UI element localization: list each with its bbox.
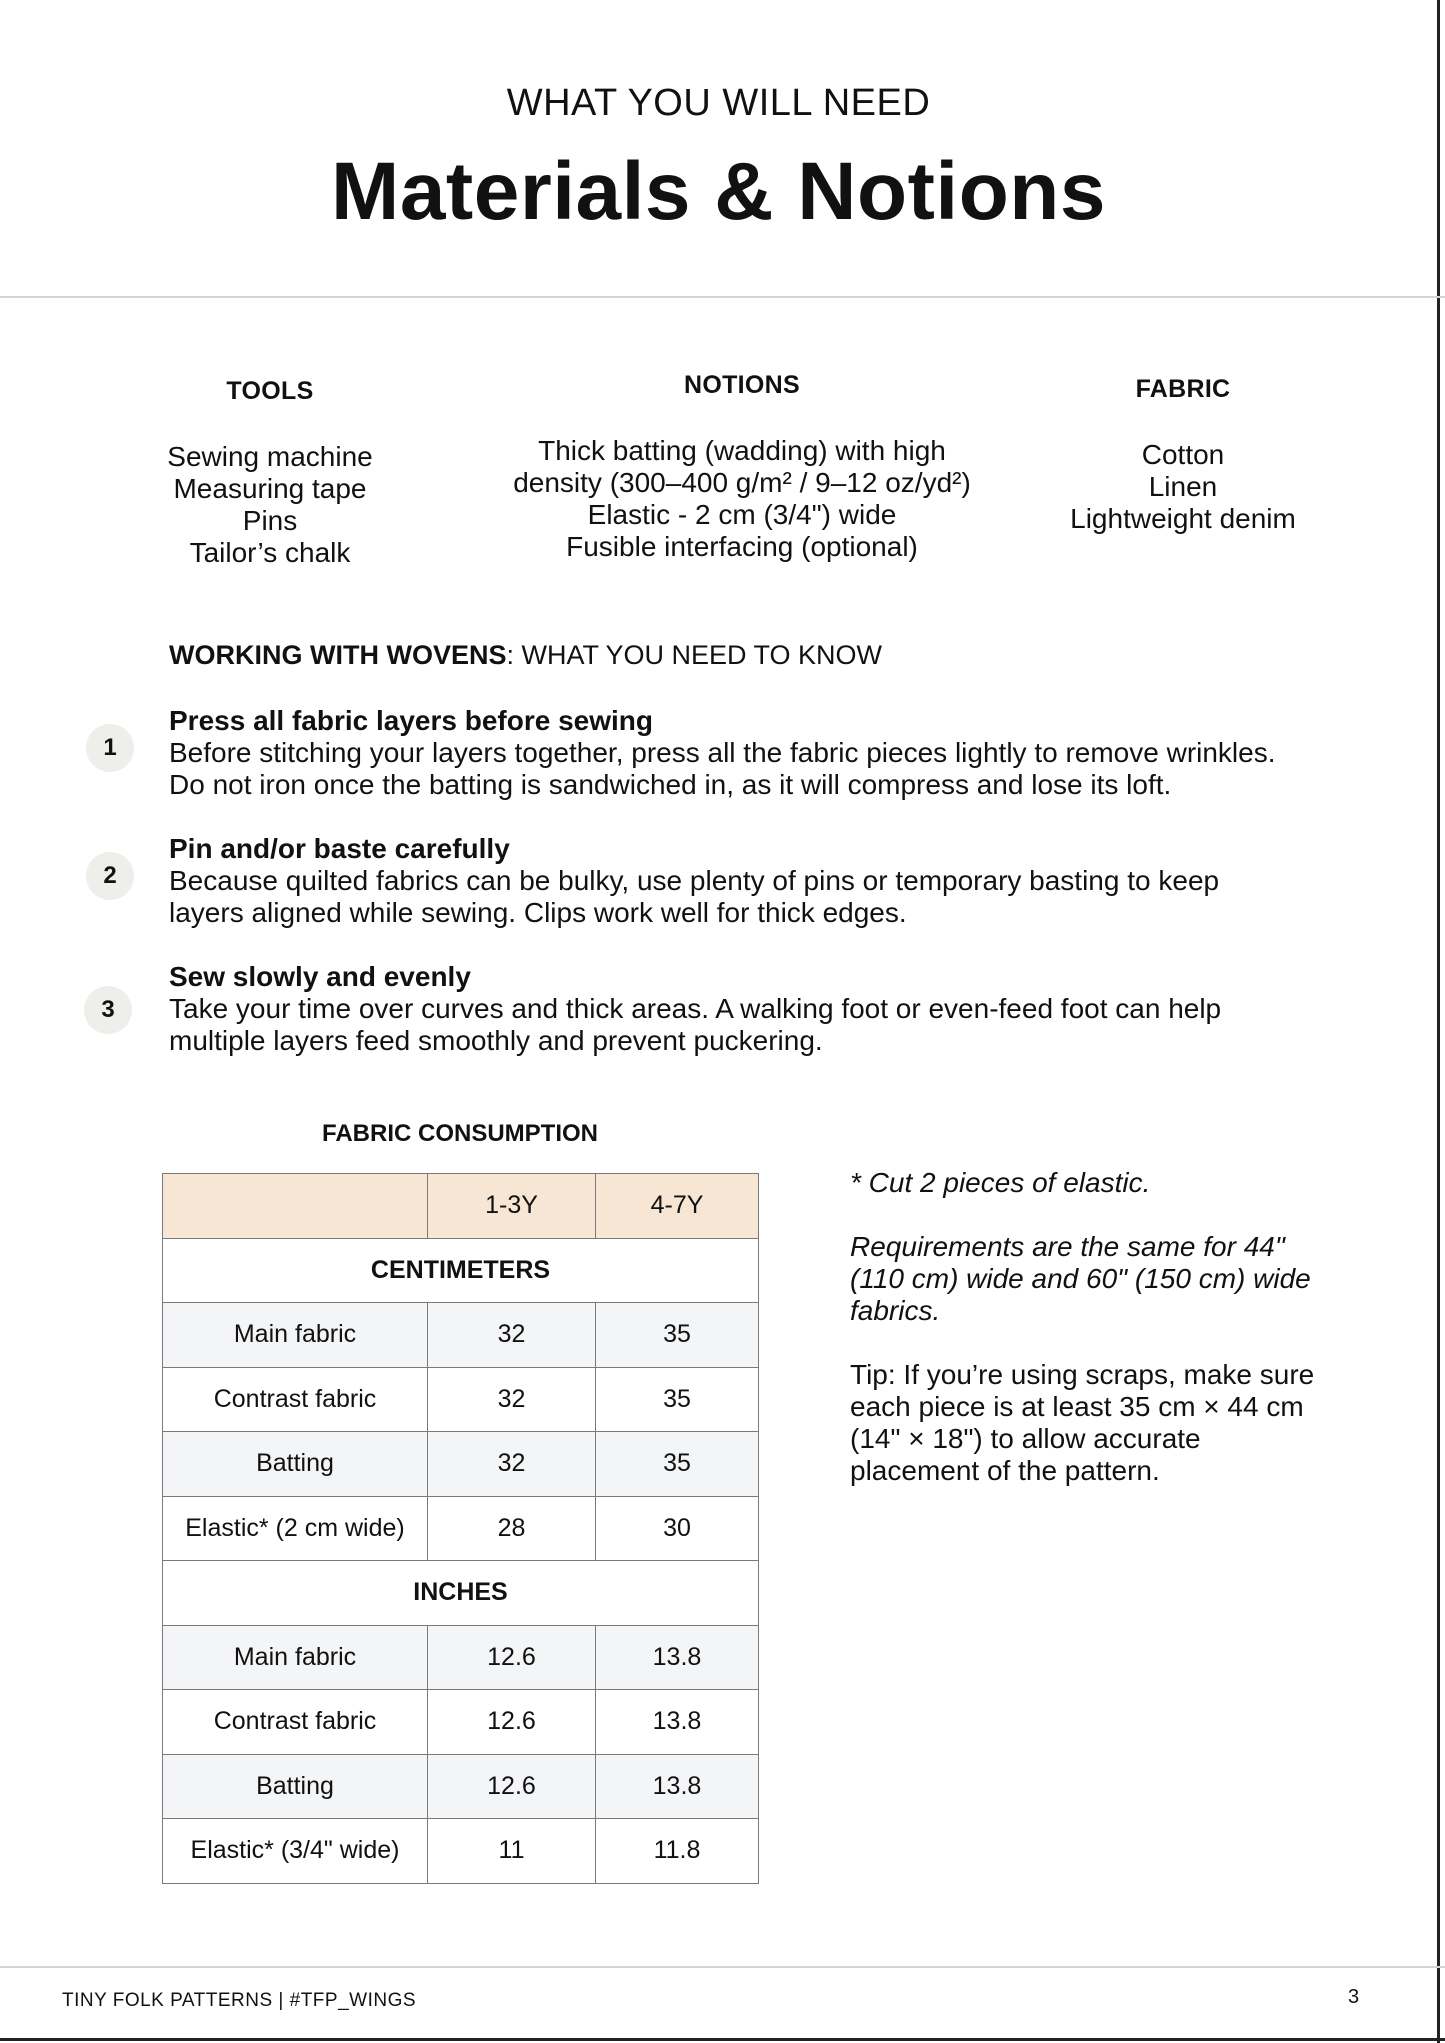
step-text: Before stitching your layers together, press all the fabric pieces lightly to remove wrinkles. bbox=[169, 737, 1276, 768]
tools-item: Tailor’s chalk bbox=[189, 537, 351, 568]
table-row bbox=[163, 1690, 759, 1755]
tools-item: Measuring tape bbox=[173, 473, 367, 504]
table-cell: 12.6 bbox=[428, 1754, 596, 1819]
table-cell: Contrast fabric bbox=[163, 1367, 428, 1432]
table-header-cell: 1-3Y bbox=[428, 1174, 596, 1239]
section-label-inches: INCHES bbox=[163, 1561, 759, 1626]
note-tip bbox=[850, 1359, 1370, 1487]
table-cell: 28 bbox=[428, 1496, 596, 1561]
step-item bbox=[169, 833, 1379, 929]
step-text: layers aligned while sewing. Clips work well for thick edges. bbox=[169, 897, 907, 928]
note-line: Tip: If you’re using scraps, make sure bbox=[850, 1359, 1315, 1390]
tools-item: Pins bbox=[242, 505, 298, 536]
step-text: Do not iron once the batting is sandwiched in, as it will compress and lose its loft. bbox=[169, 769, 1172, 800]
note-line: Requirements are the same for 44" bbox=[850, 1231, 1285, 1262]
table-cell: 13.8 bbox=[596, 1625, 759, 1690]
note-cut-elastic: * Cut 2 pieces of elastic. bbox=[850, 1167, 1151, 1198]
fabric-item: Cotton bbox=[1141, 439, 1225, 470]
table-header-row bbox=[163, 1174, 759, 1239]
notions-heading: NOTIONS bbox=[684, 371, 800, 399]
page-number: 3 bbox=[1348, 1986, 1360, 2008]
wovens-heading-bold: WORKING WITH WOVENS bbox=[169, 640, 507, 670]
table-row bbox=[163, 1625, 759, 1690]
step-text: Because quilted fabrics can be bulky, use plenty of pins or temporary basting to keep bbox=[169, 865, 1220, 896]
table-cell: Batting bbox=[163, 1754, 428, 1819]
wovens-heading bbox=[169, 640, 882, 671]
notions-column bbox=[462, 369, 1022, 563]
notions-item: Fusible interfacing (optional) bbox=[566, 531, 918, 562]
table-cell: 32 bbox=[428, 1367, 596, 1432]
header-divider bbox=[0, 296, 1445, 298]
section-label-centimeters: CENTIMETERS bbox=[163, 1238, 759, 1303]
table-cell: 32 bbox=[428, 1303, 596, 1368]
step-text: multiple layers feed smoothly and prevent puckering. bbox=[169, 1025, 823, 1056]
tools-column bbox=[120, 375, 420, 569]
step-number-badge: 3 bbox=[84, 986, 132, 1034]
step-item bbox=[169, 961, 1379, 1057]
table-cell: 35 bbox=[596, 1367, 759, 1432]
step-title: Press all fabric layers before sewing bbox=[169, 705, 654, 736]
table-cell: 11 bbox=[428, 1819, 596, 1884]
step-title: Pin and/or baste carefully bbox=[169, 833, 510, 864]
table-cell: 35 bbox=[596, 1432, 759, 1497]
table-row bbox=[163, 1754, 759, 1819]
note-requirements bbox=[850, 1231, 1370, 1327]
note-line: placement of the pattern. bbox=[850, 1455, 1160, 1486]
fabric-item: Linen bbox=[1148, 471, 1218, 502]
table-row bbox=[163, 1303, 759, 1368]
consumption-table bbox=[162, 1173, 759, 1884]
notions-item: Thick batting (wadding) with high bbox=[538, 435, 946, 466]
table-cell: Main fabric bbox=[163, 1625, 428, 1690]
table-cell: 35 bbox=[596, 1303, 759, 1368]
table-cell: 11.8 bbox=[596, 1819, 759, 1884]
note-line: each piece is at least 35 cm × 44 cm bbox=[850, 1391, 1304, 1422]
table-cell: Main fabric bbox=[163, 1303, 428, 1368]
table-row bbox=[163, 1367, 759, 1432]
table-cell: 13.8 bbox=[596, 1754, 759, 1819]
table-cell: Elastic* (2 cm wide) bbox=[163, 1496, 428, 1561]
table-section-row bbox=[163, 1561, 759, 1626]
table-cell: Batting bbox=[163, 1432, 428, 1497]
table-row bbox=[163, 1496, 759, 1561]
step-item bbox=[169, 705, 1379, 801]
consumption-title: FABRIC CONSUMPTION bbox=[322, 1120, 598, 1147]
table-cell: Contrast fabric bbox=[163, 1690, 428, 1755]
notions-item: Elastic - 2 cm (3/4") wide bbox=[587, 499, 897, 530]
fabric-item: Lightweight denim bbox=[1070, 503, 1296, 534]
footer-brand: TINY FOLK PATTERNS | #TFP_WINGS bbox=[62, 1990, 417, 2011]
table-header-cell: 4-7Y bbox=[596, 1174, 759, 1239]
table-section-row bbox=[163, 1238, 759, 1303]
footer-divider bbox=[0, 1966, 1445, 1968]
page-edge-bottom bbox=[0, 2038, 1445, 2041]
step-text: Take your time over curves and thick areas. A walking foot or even-feed foot can help bbox=[169, 993, 1222, 1024]
table-cell: 30 bbox=[596, 1496, 759, 1561]
table-cell: 32 bbox=[428, 1432, 596, 1497]
page-kicker: WHAT YOU WILL NEED bbox=[506, 82, 931, 124]
table-cell: 12.6 bbox=[428, 1625, 596, 1690]
step-number-badge: 2 bbox=[86, 852, 134, 900]
table-cell: Elastic* (3/4" wide) bbox=[163, 1819, 428, 1884]
notions-item: density (300–400 g/m² / 9–12 oz/yd²) bbox=[513, 467, 971, 498]
tools-heading: TOOLS bbox=[226, 377, 314, 405]
fabric-column bbox=[1033, 373, 1333, 535]
page-title: Materials & Notions bbox=[331, 146, 1106, 237]
note-line: (110 cm) wide and 60" (150 cm) wide bbox=[850, 1263, 1311, 1294]
fabric-heading: FABRIC bbox=[1135, 375, 1231, 403]
table-row bbox=[163, 1819, 759, 1884]
page-edge-right bbox=[1437, 0, 1440, 2043]
table-header-cell bbox=[163, 1174, 428, 1239]
wovens-heading-rest: : WHAT YOU NEED TO KNOW bbox=[506, 640, 883, 670]
table-cell: 12.6 bbox=[428, 1690, 596, 1755]
step-title: Sew slowly and evenly bbox=[169, 961, 471, 992]
step-number-badge: 1 bbox=[86, 724, 134, 772]
consumption-notes bbox=[850, 1167, 1370, 1519]
table-row bbox=[163, 1432, 759, 1497]
table-cell: 13.8 bbox=[596, 1690, 759, 1755]
tools-item: Sewing machine bbox=[167, 441, 373, 472]
note-line: (14" × 18") to allow accurate bbox=[850, 1423, 1201, 1454]
note-line: fabrics. bbox=[850, 1295, 941, 1326]
